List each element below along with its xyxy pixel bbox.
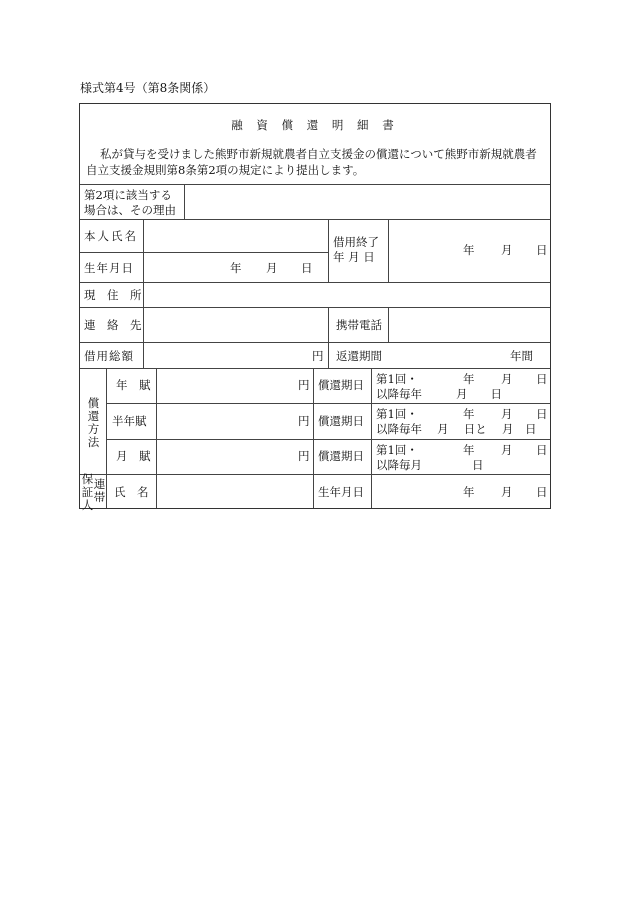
intro-text: 私が貸与を受けました熊野市新規就農者自立支援金の償還について熊野市新規就農者自立支援金規則第8条第2項の規定により提出します。 bbox=[86, 147, 537, 177]
dob-label: 生年月日 bbox=[84, 261, 134, 275]
repayment-form bbox=[79, 103, 551, 512]
contact-field[interactable] bbox=[145, 309, 326, 340]
rule bbox=[80, 342, 550, 343]
first-year: 年 bbox=[463, 372, 475, 386]
loan-end-month: 月 bbox=[501, 243, 513, 257]
due-label: 償還期日 bbox=[318, 378, 364, 392]
later-payment: 以降毎年 月 日と 月 日 bbox=[376, 422, 537, 436]
guarantor-label: 保 証 人 bbox=[81, 472, 94, 512]
guarantor-dob-label: 生年月日 bbox=[318, 485, 364, 499]
first-month: 月 bbox=[501, 443, 513, 457]
guarantor-dob-month: 月 bbox=[501, 485, 513, 499]
mobile-field[interactable] bbox=[390, 309, 548, 340]
due-label: 償還期日 bbox=[318, 414, 364, 428]
method-type: 年 賦 bbox=[116, 378, 151, 392]
due-label: 償還期日 bbox=[318, 449, 364, 463]
first-month: 月 bbox=[501, 407, 513, 421]
guarantor-name-label: 氏 名 bbox=[114, 485, 149, 499]
mobile-label: 携帯電話 bbox=[336, 318, 382, 332]
rule bbox=[106, 439, 550, 440]
rule bbox=[143, 219, 144, 368]
address-field[interactable] bbox=[145, 284, 548, 305]
reason-field[interactable] bbox=[186, 186, 548, 217]
guarantor-dob-day: 日 bbox=[536, 485, 548, 499]
rule bbox=[184, 184, 185, 219]
method-unit: 円 bbox=[298, 414, 310, 428]
method-unit: 円 bbox=[298, 378, 310, 392]
first-year: 年 bbox=[463, 443, 475, 457]
loan-end-label: 借用終了 bbox=[333, 235, 379, 249]
first-day: 日 bbox=[536, 372, 548, 386]
rule bbox=[80, 368, 550, 369]
rule bbox=[371, 368, 372, 508]
rule bbox=[388, 307, 389, 342]
joint-label: 連 帯 bbox=[93, 477, 106, 504]
first-payment: 第1回・ bbox=[376, 372, 418, 386]
loan-end-year: 年 bbox=[463, 243, 475, 257]
first-month: 月 bbox=[501, 372, 513, 386]
rule bbox=[328, 219, 329, 282]
guarantor-name-field[interactable] bbox=[158, 476, 311, 507]
name-field[interactable] bbox=[145, 221, 326, 250]
rule bbox=[106, 368, 107, 508]
first-payment: 第1回・ bbox=[376, 443, 418, 457]
rule bbox=[80, 252, 328, 253]
loan-total-label: 借用総額 bbox=[84, 349, 134, 363]
reason-label: 第2項に該当する bbox=[84, 188, 172, 202]
later-payment: 以降毎年 bbox=[376, 387, 422, 401]
rule bbox=[156, 368, 157, 508]
rule bbox=[313, 368, 314, 508]
repay-period-label: 返還期間 bbox=[336, 349, 382, 363]
method-unit: 円 bbox=[298, 449, 310, 463]
later-payment-date: 月 日 bbox=[456, 387, 502, 401]
first-year: 年 bbox=[463, 407, 475, 421]
rule bbox=[80, 282, 550, 283]
rule bbox=[80, 219, 550, 220]
rule bbox=[106, 403, 550, 404]
method-type: 半年賦 bbox=[112, 414, 147, 428]
reason-label: 場合は、その理由 bbox=[84, 203, 176, 217]
later-payment: 以降毎月 bbox=[376, 458, 422, 472]
form-title: 融 資 償 還 明 細 書 bbox=[231, 118, 399, 132]
dob-year: 年 bbox=[230, 261, 242, 275]
method-type: 月 賦 bbox=[116, 449, 151, 463]
loan-end-label: 年 月 日 bbox=[333, 250, 375, 264]
rule bbox=[80, 184, 550, 185]
first-payment: 第1回・ bbox=[376, 407, 418, 421]
rule bbox=[388, 219, 389, 282]
first-day: 日 bbox=[536, 443, 548, 457]
rule bbox=[80, 474, 550, 475]
loan-end-day: 日 bbox=[536, 243, 548, 257]
name-label: 本人氏名 bbox=[84, 229, 138, 243]
dob-day: 日 bbox=[301, 261, 313, 275]
dob-month: 月 bbox=[266, 261, 278, 275]
first-day: 日 bbox=[536, 407, 548, 421]
form-number: 様式第4号（第8条関係） bbox=[80, 81, 216, 95]
later-payment-date: 日 bbox=[472, 458, 484, 472]
contact-label: 連 絡 先 bbox=[84, 318, 142, 332]
rule bbox=[328, 307, 329, 368]
method-label: 償 還 方 法 bbox=[87, 396, 100, 449]
loan-total-unit: 円 bbox=[312, 349, 324, 363]
rule bbox=[80, 307, 550, 308]
address-label: 現 住 所 bbox=[84, 288, 142, 302]
guarantor-dob-year: 年 bbox=[463, 485, 475, 499]
repay-period-unit: 年間 bbox=[510, 349, 533, 363]
